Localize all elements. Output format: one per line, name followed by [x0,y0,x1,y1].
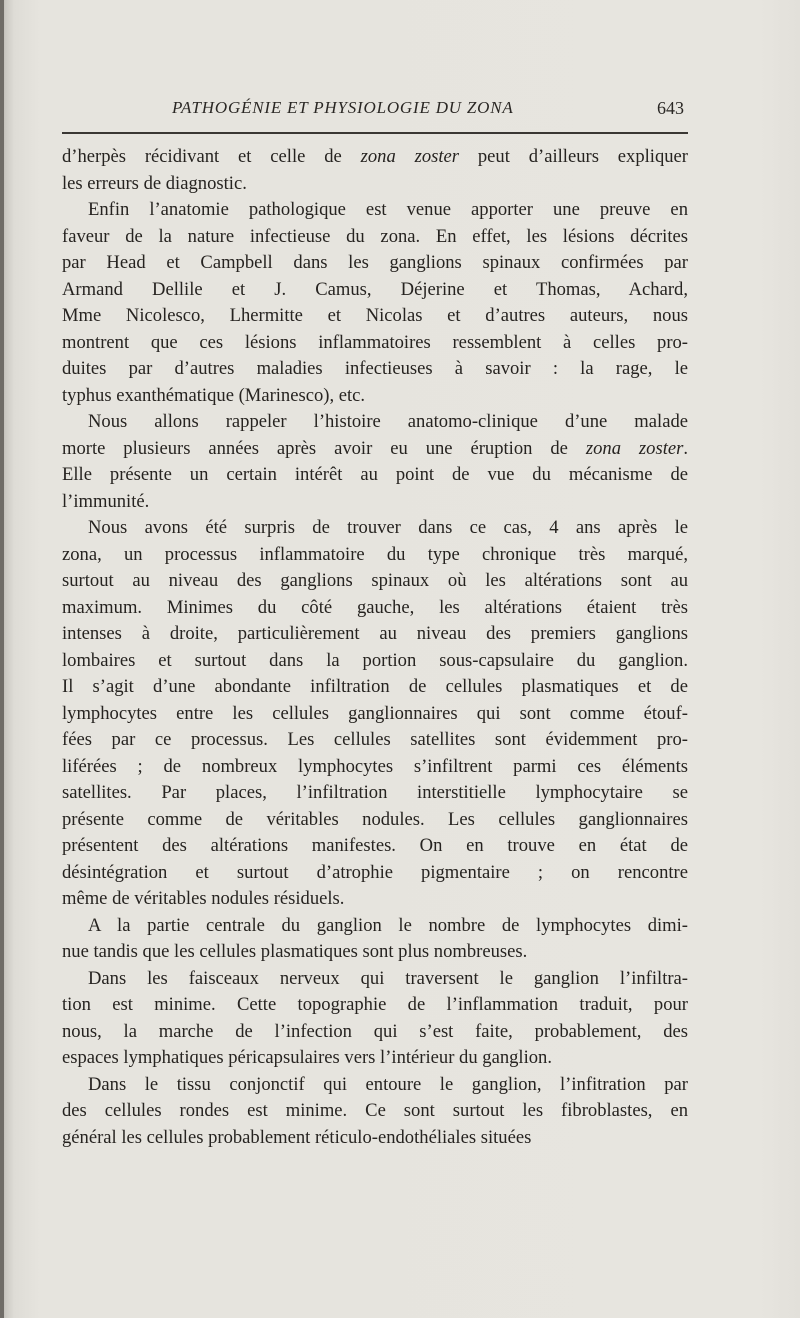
text-line: intenses à droite, particulièrement au niveau des premiers ganglions [62,623,688,644]
text-line: les erreurs de diagnostic. [62,172,247,194]
text-line: Nous avons été surpris de trouver dans ce cas, 4 ans après le [88,517,688,538]
text-line: présente comme de véritables nodules. Les cellules ganglionnaires [62,808,688,830]
text-line: désintégration et surtout d’atrophie pigmentaire ; on rencontre [62,861,688,883]
text-line: espaces lymphatiques péricapsulaires vers l’intérieur du ganglion. [62,1047,552,1068]
text-line: Armand Dellile et J. Camus, Déjerine et Thomas, Achard, [62,278,688,300]
book-spine-edge [0,0,4,1318]
paragraph [62,1072,688,1152]
text-line: par Head et Campbell dans les ganglions spinaux confirmées par [62,252,688,273]
running-title: PATHOGÉNIE ET PHYSIOLOGIE DU ZONA [172,98,514,117]
text-line: duites par d’autres maladies infectieuses à savoir : la rage, le [62,358,688,379]
text-line: maximum. Minimes du côté gauche, les altérations étaient très [62,596,688,618]
text-line: général les cellules probablement réticulo-endothéliales situées [62,1126,532,1148]
text-line: lombaires et surtout dans la portion sous-capsulaire du ganglion. [62,649,688,671]
text-line: zona, un processus inflammatoire du type chronique très marqué, [62,543,688,565]
text-line: liférées ; de nombreux lymphocytes s’infiltrent parmi ces éléments [62,755,688,777]
text-line: fées par ce processus. Les cellules satellites sont évidemment pro- [62,729,688,750]
text-line: Dans le tissu conjonctif qui entoure le ganglion, l’infitration par [88,1073,688,1095]
text-line: Enfin l’anatomie pathologique est venue apporter une preuve en [88,199,688,220]
paragraph [62,966,688,1072]
text-line: Dans les faisceaux nerveux qui traversent le ganglion l’infiltra- [88,967,688,989]
text-line: même de véritables nodules résiduels. [62,888,345,909]
text-line: faveur de la nature infectieuse du zona. En effet, les lésions décrites [62,225,688,247]
body-text [62,144,688,1151]
page-header [62,96,688,122]
text-line: morte plusieurs années après avoir eu une éruption de zona zoster. [62,437,688,459]
paragraph [62,197,688,409]
paragraph [62,409,688,515]
paragraph [62,144,688,197]
text-line: des cellules rondes est minime. Ce sont surtout les fibroblastes, en [62,1100,688,1121]
text-line: tion est minime. Cette topographie de l’inflammation traduit, pour [62,994,688,1015]
text-line: d’herpès récidivant et celle de zona zoster peut d’ailleurs expliquer [62,146,688,167]
text-line: nous, la marche de l’infection qui s’est faite, probablement, des [62,1020,688,1042]
text-line: présentent des altérations manifestes. On en trouve en état de [62,835,688,856]
text-line: surtout au niveau des ganglions spinaux où les altérations sont au [62,570,688,591]
page-number: 643 [657,98,684,118]
text-line: l’immunité. [62,490,150,512]
text-line: Elle présente un certain intérêt au point de vue du mécanisme de [62,464,688,485]
text-line: Mme Nicolesco, Lhermitte et Nicolas et d’autres auteurs, nous [62,305,688,326]
text-line: Nous allons rappeler l’histoire anatomo-clinique d’une malade [88,411,688,432]
text-line: nue tandis que les cellules plasmatiques sont plus nombreuses. [62,941,528,962]
paragraph [62,515,688,913]
header-rule [62,132,688,134]
text-line: satellites. Par places, l’infiltration interstitielle lymphocytaire se [62,782,688,803]
italic-term: zona zoster [585,437,684,459]
paragraph [62,913,688,966]
text-line: typhus exanthématique (Marinesco), etc. [62,384,366,406]
text-line: lymphocytes entre les cellules ganglionnaires qui sont comme étouf- [62,702,688,724]
text-line: A la partie centrale du ganglion le nombre de lymphocytes dimi- [88,914,688,936]
italic-term: zona zoster [360,146,460,167]
text-line: montrent que ces lésions inflammatoires ressemblent à celles pro- [62,331,688,353]
text-line: Il s’agit d’une abondante infiltration de cellules plasmatiques et de [62,676,688,697]
